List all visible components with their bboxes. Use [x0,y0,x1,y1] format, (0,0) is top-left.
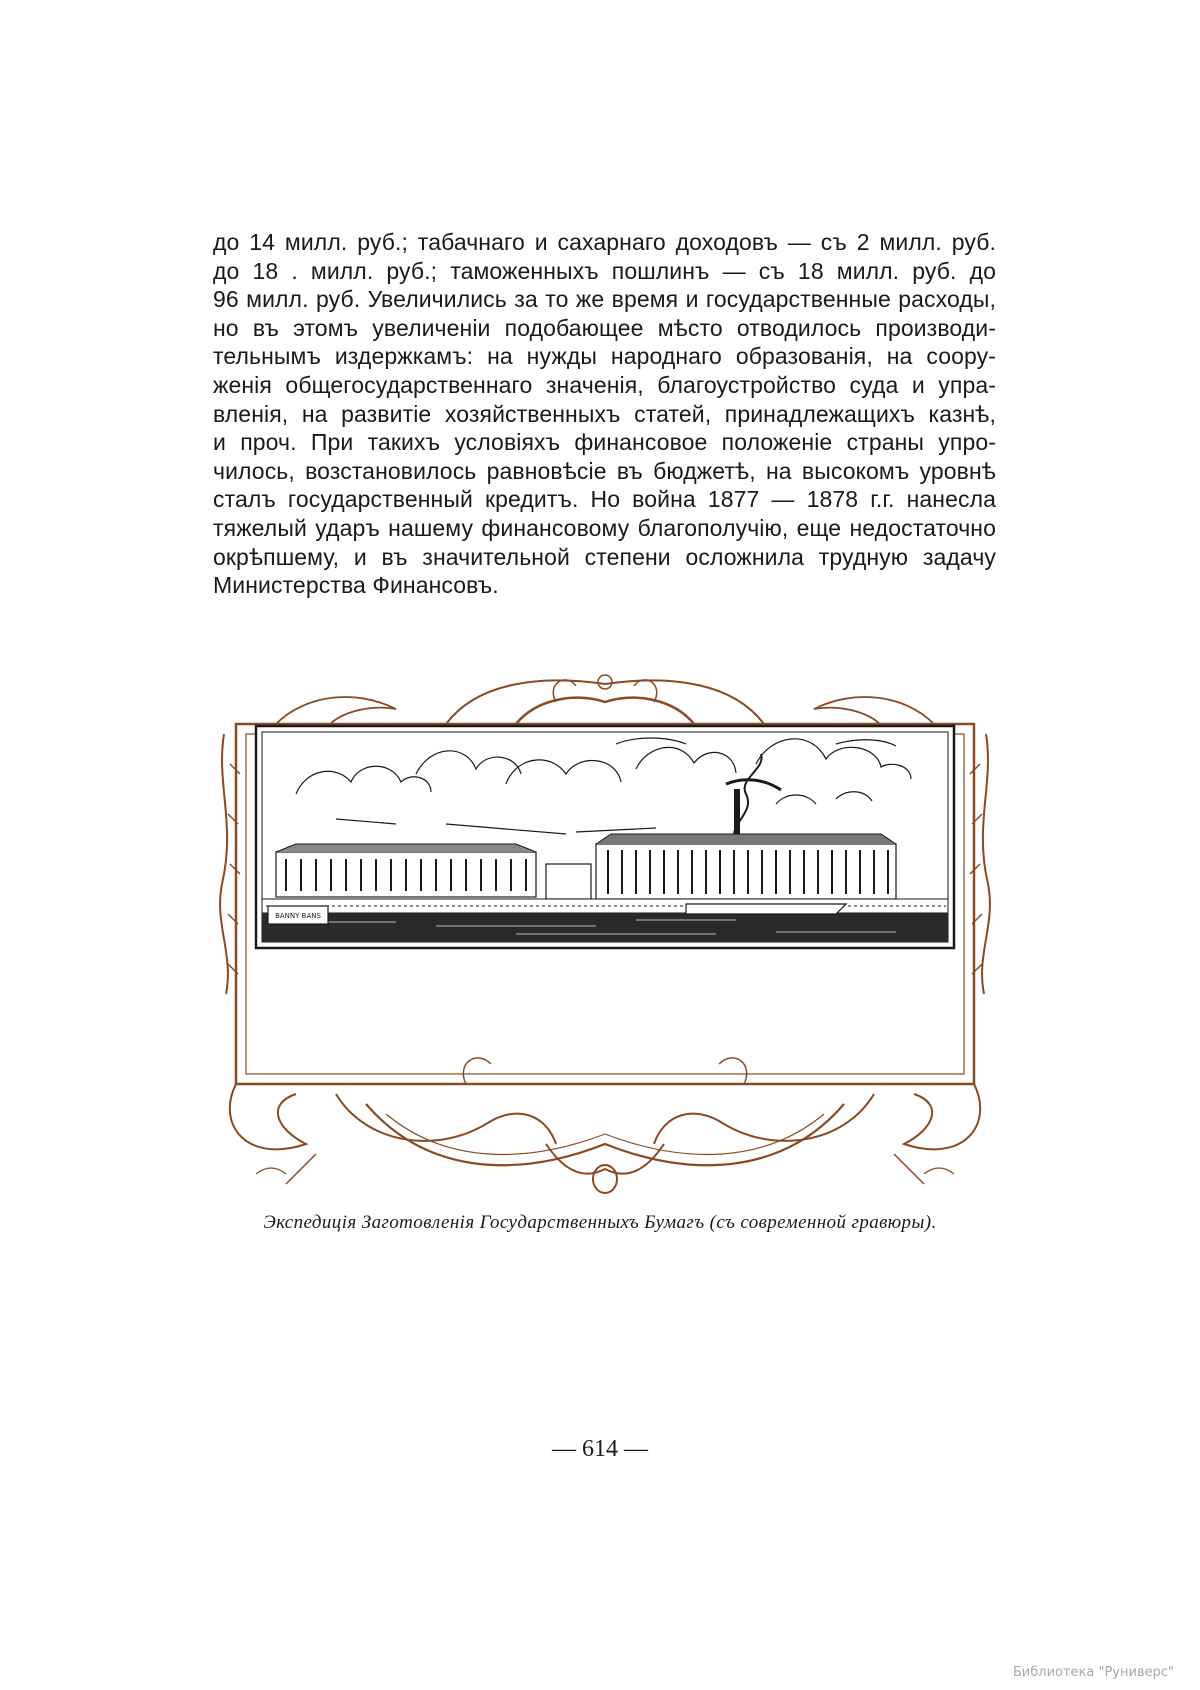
text-line: тельнымъ издержкамъ: на нужды народнаго образованія, на соору- [213,343,996,370]
figure-caption: Экспедиція Заготовленія Государственныхъ Бумагъ (съ современной гравюры). [263,1212,937,1233]
text-line: 96 милл. руб. Увеличились за то же время и государственные расходы, [213,286,996,313]
engraving-figure [216,674,994,1196]
text-line: Министерства Финансовъ. [213,572,499,599]
text-line: вленія, на развитіе хозяйственныхъ статей, принадлежащихъ казнѣ, [213,400,996,427]
text-line: окрѣпшему, и въ значительной степени осложнила трудную задачу [213,543,996,570]
text-line: женія общегосударственнаго значенія, благоустройство суда и упра- [213,371,996,398]
page-number: — 614 — [552,1436,648,1462]
body-text [213,228,996,600]
river [262,913,948,942]
barge-sign: BANNY BANS [275,912,321,920]
engraving-illustration [216,674,994,1196]
text-line: и проч. При такихъ условіяхъ финансовое положеніе страны упро- [213,429,996,456]
text-line: сталъ государственный кредитъ. Но война 1877 — 1878 г.г. нанесла [213,486,996,513]
engraving-scene [256,726,954,948]
left-building [276,844,536,897]
text-line: до 18 . милл. руб.; таможенныхъ пошлинъ — съ 18 милл. руб. до [213,257,996,284]
right-building [546,834,896,899]
text-line: но въ этомъ увеличеніи подобающее мѣсто отводилось производи- [213,314,996,341]
watermark: Библиотека "Руниверс" [1012,1665,1174,1680]
steamboat [686,904,846,914]
text-line: тяжелый ударъ нашему финансовому благополучію, еще недостаточно [213,514,996,541]
text-line: чилось, возстановилось равновѣсіе въ бюджетѣ, на высокомъ уровнѣ [213,457,996,484]
text-line: до 14 милл. руб.; табачнаго и сахарнаго доходовъ — съ 2 милл. руб. [213,229,996,255]
